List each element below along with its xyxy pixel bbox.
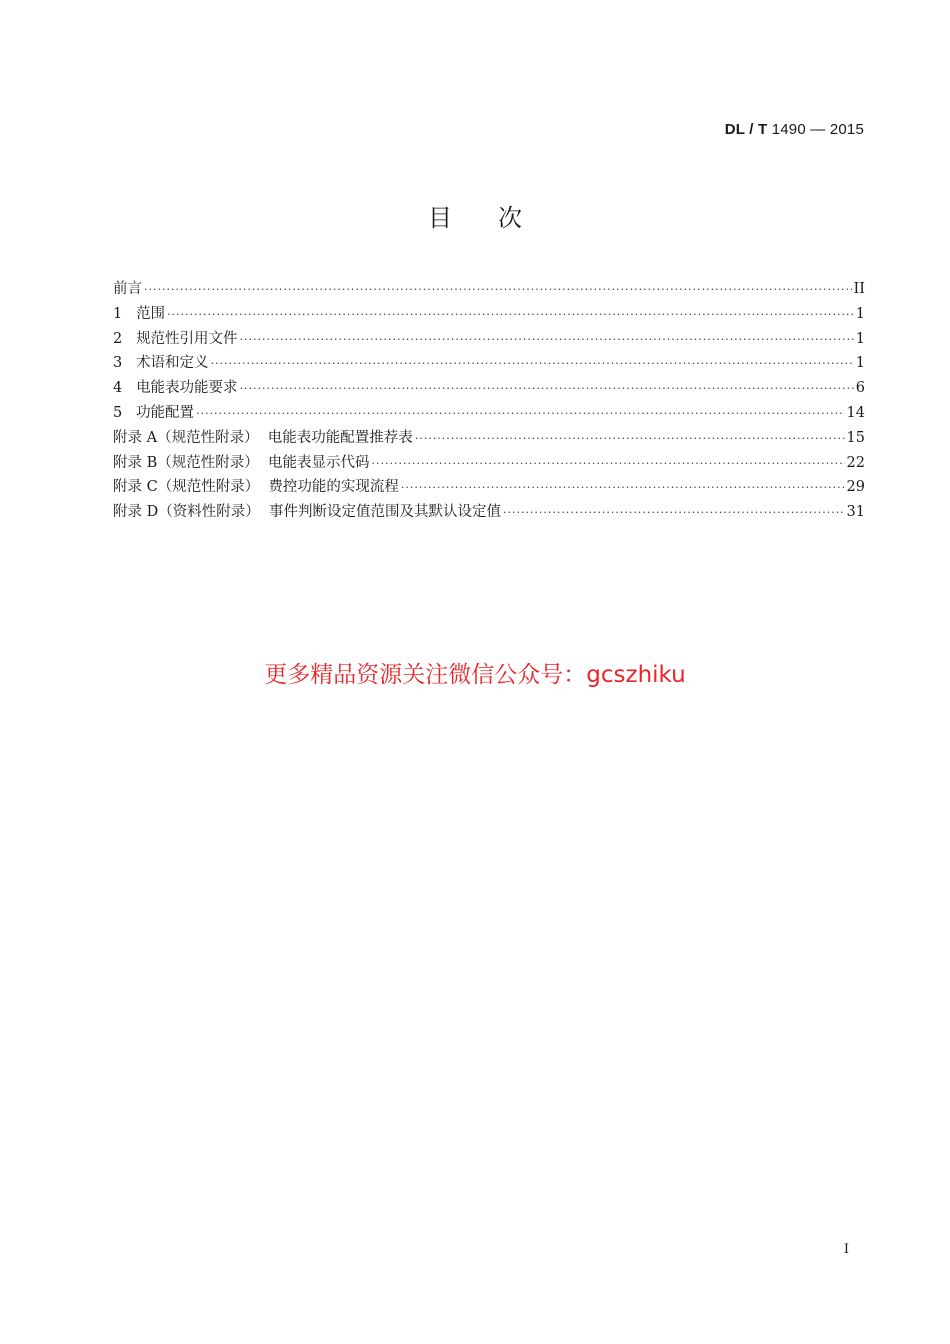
- toc-entry-appendix-d[interactable]: [113, 500, 865, 525]
- promo-watermark-text: 更多精品资源关注微信公众号：gcszhiku: [264, 662, 686, 688]
- toc-entry-number: 5: [113, 404, 137, 421]
- toc-entry-page: 6: [855, 380, 865, 397]
- toc-entry-label: 功能配置: [136, 404, 195, 421]
- toc-leader-dots: [503, 501, 845, 526]
- toc-entry-page: 1: [855, 355, 865, 372]
- toc-leader-dots: [211, 352, 854, 377]
- toc-leader-dots: [371, 452, 844, 477]
- standard-number: 1490 — 2015: [767, 121, 864, 138]
- toc-entry-label: 附录 C（规范性附录） 费控功能的实现流程: [113, 479, 399, 496]
- toc-leader-dots: [415, 427, 845, 452]
- toc-entry-page: 29: [846, 479, 865, 496]
- toc-leader-dots: [240, 377, 854, 402]
- toc-entry-number: 1: [113, 305, 137, 322]
- toc-entry-label: 术语和定义: [136, 355, 209, 372]
- toc-entry-page: II: [853, 281, 865, 297]
- toc-leader-dots: [240, 328, 854, 353]
- toc-entry-terms-definitions[interactable]: [113, 351, 865, 376]
- toc-entry-scope[interactable]: [113, 302, 865, 327]
- toc-entry-label: 前言: [113, 281, 142, 297]
- toc-leader-dots: [144, 278, 852, 303]
- toc-entry-meter-requirements[interactable]: [113, 376, 865, 401]
- toc-entry-page: 1: [855, 330, 865, 347]
- standard-prefix: DL / T: [724, 121, 768, 138]
- toc-entry-number: 4: [113, 380, 137, 397]
- toc-entry-number: 3: [113, 355, 137, 372]
- toc-entry-preface[interactable]: [113, 277, 865, 302]
- toc-entry-label: 附录 D（资料性附录） 事件判断设定值范围及其默认设定值: [113, 504, 501, 521]
- toc-entry-label: 电能表功能要求: [136, 380, 238, 397]
- toc-entry-page: 14: [846, 404, 865, 421]
- toc-entry-normative-references[interactable]: [113, 327, 865, 352]
- toc-leader-dots: [401, 476, 845, 501]
- toc-entry-number: 2: [113, 330, 137, 347]
- toc-entry-page: 15: [846, 429, 865, 446]
- toc-entry-appendix-a[interactable]: [113, 426, 865, 451]
- toc-entry-label: 范围: [136, 305, 166, 322]
- toc-entry-appendix-b[interactable]: [113, 451, 865, 476]
- page-title: 目次: [428, 204, 568, 232]
- toc-leader-dots: [196, 402, 844, 427]
- toc-entry-function-config[interactable]: [113, 401, 865, 426]
- toc-entry-page: 22: [846, 454, 865, 471]
- toc-entry-label: 规范性引用文件: [136, 330, 238, 347]
- toc-entry-label: 附录 B（规范性附录） 电能表显示代码: [113, 454, 370, 471]
- page-number: I: [843, 1242, 849, 1257]
- toc-entry-page: 1: [855, 305, 865, 322]
- toc-entry-label: 附录 A（规范性附录） 电能表功能配置推荐表: [113, 429, 413, 446]
- toc-entry-page: 31: [846, 504, 865, 521]
- table-of-contents: [113, 277, 865, 525]
- toc-leader-dots: [167, 303, 854, 328]
- standard-code: [725, 121, 864, 138]
- toc-entry-appendix-c[interactable]: [113, 475, 865, 500]
